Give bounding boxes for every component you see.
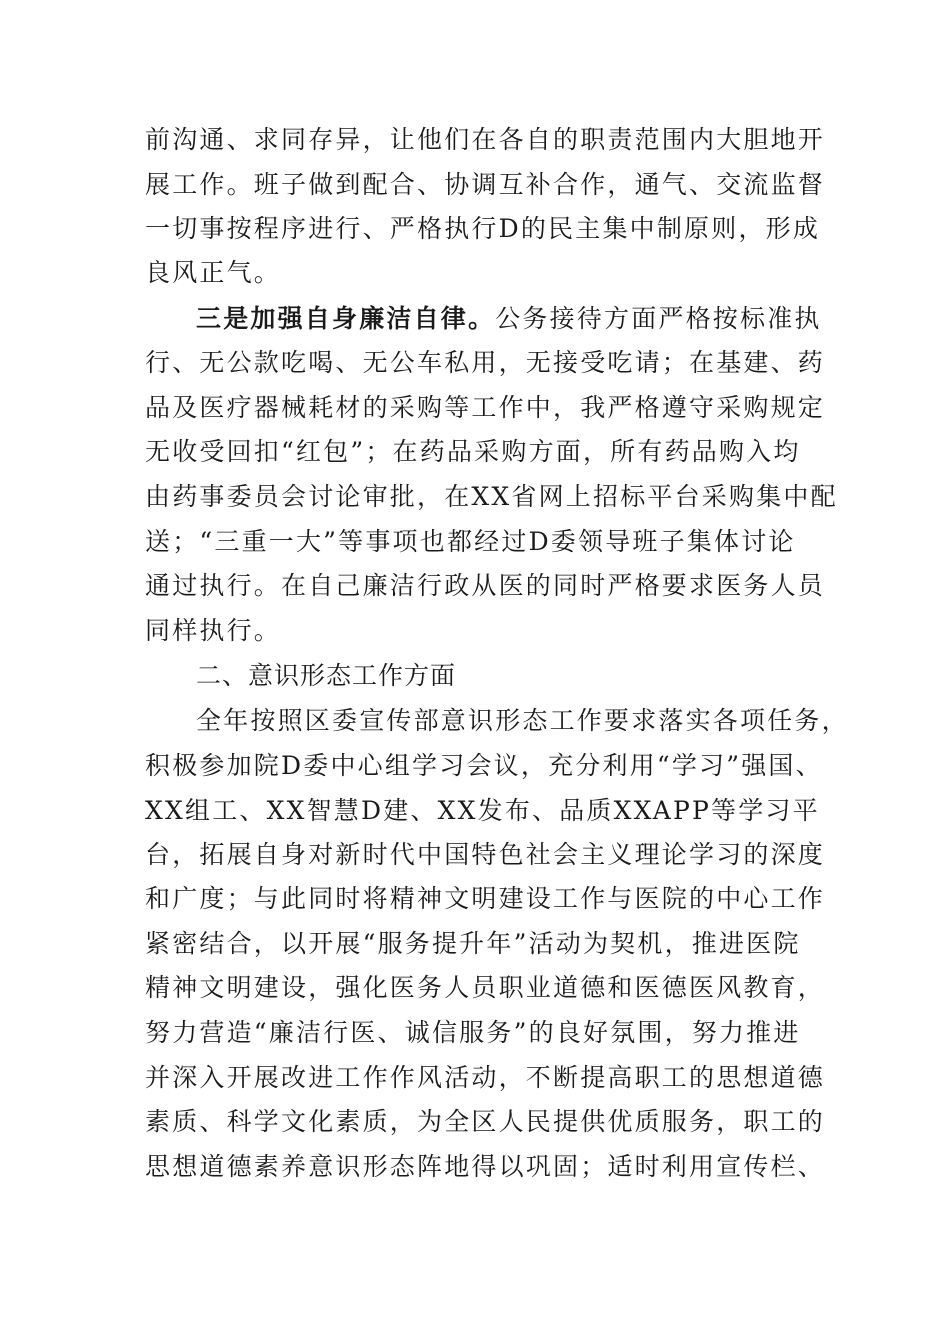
paragraph-2-line-3: 品及医疗器械耗材的采购等工作中，我严格遵守采购规定 [145,393,826,422]
paragraph-1-line-3: 一切事按程序进行、严格执行D的民主集中制原则，形成 [145,214,821,243]
paragraph-2-line-1-rest: 公务接待方面严格按标准执 [495,304,822,333]
paragraph-2-line-5: 由药事委员会讨论审批，在XX省网上招标平台采购集中配 [145,482,838,511]
paragraph-2-line-6: 送；“三重一大”等事项也都经过D委领导班子集体讨论 [145,527,796,556]
paragraph-3-line-5: 和广度；与此同时将精神文明建设工作与医院的中心工作 [145,884,826,913]
paragraph-3-line-8: 努力营造“廉洁行医、诚信服务”的良好氛围，努力推进 [145,1018,801,1047]
paragraph-2-line-1 [196,304,822,334]
paragraph-3-line-9: 并深入开展改进工作作风活动，不断提高职工的思想道德 [145,1063,826,1092]
paragraph-3-line-7: 精神文明建设，强化医务人员职业道德和医德医风教育， [145,973,826,1002]
paragraph-3-line-4: 台，拓展自身对新时代中国特色社会主义理论学习的深度 [145,840,826,869]
paragraph-1-line-4: 良风正气。 [145,258,282,287]
paragraph-2-line-2: 行、无公款吃喝、无公车私用，无接受吃请；在基建、药 [145,348,826,377]
paragraph-3-line-6: 紧密结合，以开展“服务提升年”活动为契机，推进医院 [145,929,801,958]
paragraph-2-line-4: 无收受回扣“红包”；在药品采购方面，所有药品购入均 [145,437,801,466]
paragraph-1-line-2: 展工作。班子做到配合、协调互补合作，通气、交流监督 [145,170,826,199]
paragraph-1-line-1: 前沟通、求同存异，让他们在各自的职责范围内大胆地开 [145,125,826,154]
paragraph-3-line-10: 素质、科学文化素质，为全区人民提供优质服务，职工的 [145,1107,826,1136]
paragraph-2-lead: 三是加强自身廉洁自律。 [196,304,496,333]
paragraph-3-line-2: 积极参加院D委中心组学习会议，充分利用“学习”强国、 [145,751,823,780]
paragraph-2-line-8: 同样执行。 [145,616,282,645]
paragraph-2-line-7: 通过执行。在自己廉洁行政从医的同时严格要求医务人员 [145,571,826,600]
paragraph-3-line-1: 全年按照区委宣传部意识形态工作要求落实各项任务， [196,706,849,735]
section-heading: 二、意识形态工作方面 [196,661,457,690]
paragraph-3-line-3: XX组工、XX智慧D建、XX发布、品质XXAPP等学习平 [145,796,820,825]
paragraph-3-line-11: 思想道德素养意识形态阵地得以巩固；适时利用宣传栏、 [145,1152,826,1181]
